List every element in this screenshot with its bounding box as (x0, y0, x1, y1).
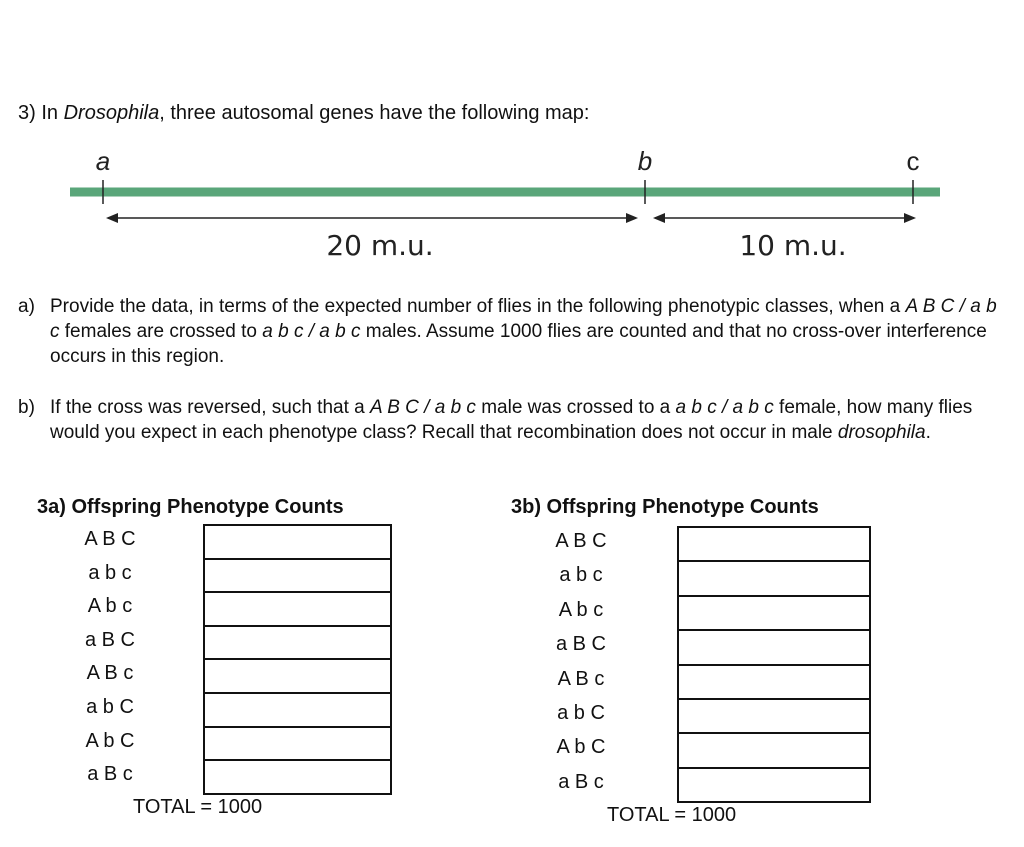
part-b-text-2: male was crossed to a (475, 397, 676, 418)
phenotype-label: A b c (87, 595, 133, 618)
phenotype-label: A B c (557, 667, 605, 690)
phenotype-label: a B C (555, 633, 607, 656)
part-b-cross-male: A B C / a b c (369, 397, 476, 418)
gene-a-label: a (95, 146, 111, 176)
part-b-text-4: . (925, 422, 931, 443)
count-input-box[interactable] (203, 759, 392, 795)
part-a-text-1: Provide the data, in terms of the expected number of flies in the following phenotypic classes, when a (50, 296, 906, 317)
count-input-box[interactable] (203, 658, 392, 692)
count-input-box[interactable] (677, 664, 871, 698)
organism-name: Drosophila (63, 102, 160, 124)
count-input-box[interactable] (677, 732, 871, 766)
count-input-box[interactable] (677, 698, 871, 732)
table-b-total: TOTAL = 1000 (607, 804, 737, 826)
count-input-box[interactable] (677, 595, 871, 629)
part-a-letter: a) (18, 296, 35, 317)
count-input-box[interactable] (203, 625, 392, 659)
part-a-text-3: males. Assume 1000 flies are counted and that no cross-over interference occurs in this region. (50, 321, 987, 367)
question-title (18, 102, 589, 125)
count-input-box[interactable] (203, 558, 392, 592)
phenotype-label: A B c (86, 662, 134, 685)
table-a-total: TOTAL = 1000 (133, 796, 263, 818)
phenotype-label: A B C (555, 530, 607, 552)
phenotype-label: a B C (84, 628, 136, 651)
phenotype-label: A b c (558, 598, 604, 621)
table-b-title: 3b) Offspring Phenotype Counts (511, 496, 819, 518)
phenotype-label: a b c (559, 564, 603, 587)
phenotype-label: a B c (87, 763, 133, 786)
count-input-box[interactable] (203, 591, 392, 625)
phenotype-label: a b C (557, 702, 605, 724)
part-b-text-3: female, how many flies would you expect in each phenotype class? Recall that recombination does not occur in male (50, 397, 973, 443)
phenotype-label: A B C (84, 528, 136, 550)
count-input-box[interactable] (203, 524, 392, 558)
part-b-text (50, 395, 1000, 445)
gene-map (0, 140, 1024, 270)
phenotype-label: a b c (88, 561, 132, 584)
count-input-box[interactable] (677, 629, 871, 663)
phenotype-label: A b C (85, 729, 135, 752)
question-intro-before: In (41, 102, 59, 124)
part-a-cross-female: A B C / a b c (50, 296, 997, 342)
count-input-box[interactable] (677, 526, 871, 560)
part-a-cross-male: a b c / a b c (262, 321, 361, 342)
question-intro-after: , three autosomal genes have the following map: (159, 102, 590, 124)
phenotype-label: A b C (556, 736, 606, 759)
part-b-organism: drosophila (837, 422, 926, 443)
part-b-letter: b) (18, 397, 35, 418)
gene-c-label: c (906, 146, 920, 176)
part-b-cross-female: a b c / a b c (675, 397, 774, 418)
count-input-box[interactable] (203, 726, 392, 760)
part-a-text (50, 294, 1000, 369)
gene-b-label: b (637, 146, 653, 176)
part-a-text-2: females are crossed to (59, 321, 263, 342)
count-input-box[interactable] (677, 767, 871, 803)
count-input-box[interactable] (677, 560, 871, 594)
part-b-text-1: If the cross was reversed, such that a (50, 397, 370, 418)
distance-ab-label: 20 m.u. (326, 229, 434, 262)
phenotype-label: a b C (86, 696, 134, 718)
count-input-box[interactable] (203, 692, 392, 726)
table-a-title: 3a) Offspring Phenotype Counts (37, 496, 344, 518)
distance-bc-label: 10 m.u. (739, 229, 847, 262)
phenotype-label: a B c (558, 770, 604, 793)
question-number: 3) (18, 102, 36, 124)
